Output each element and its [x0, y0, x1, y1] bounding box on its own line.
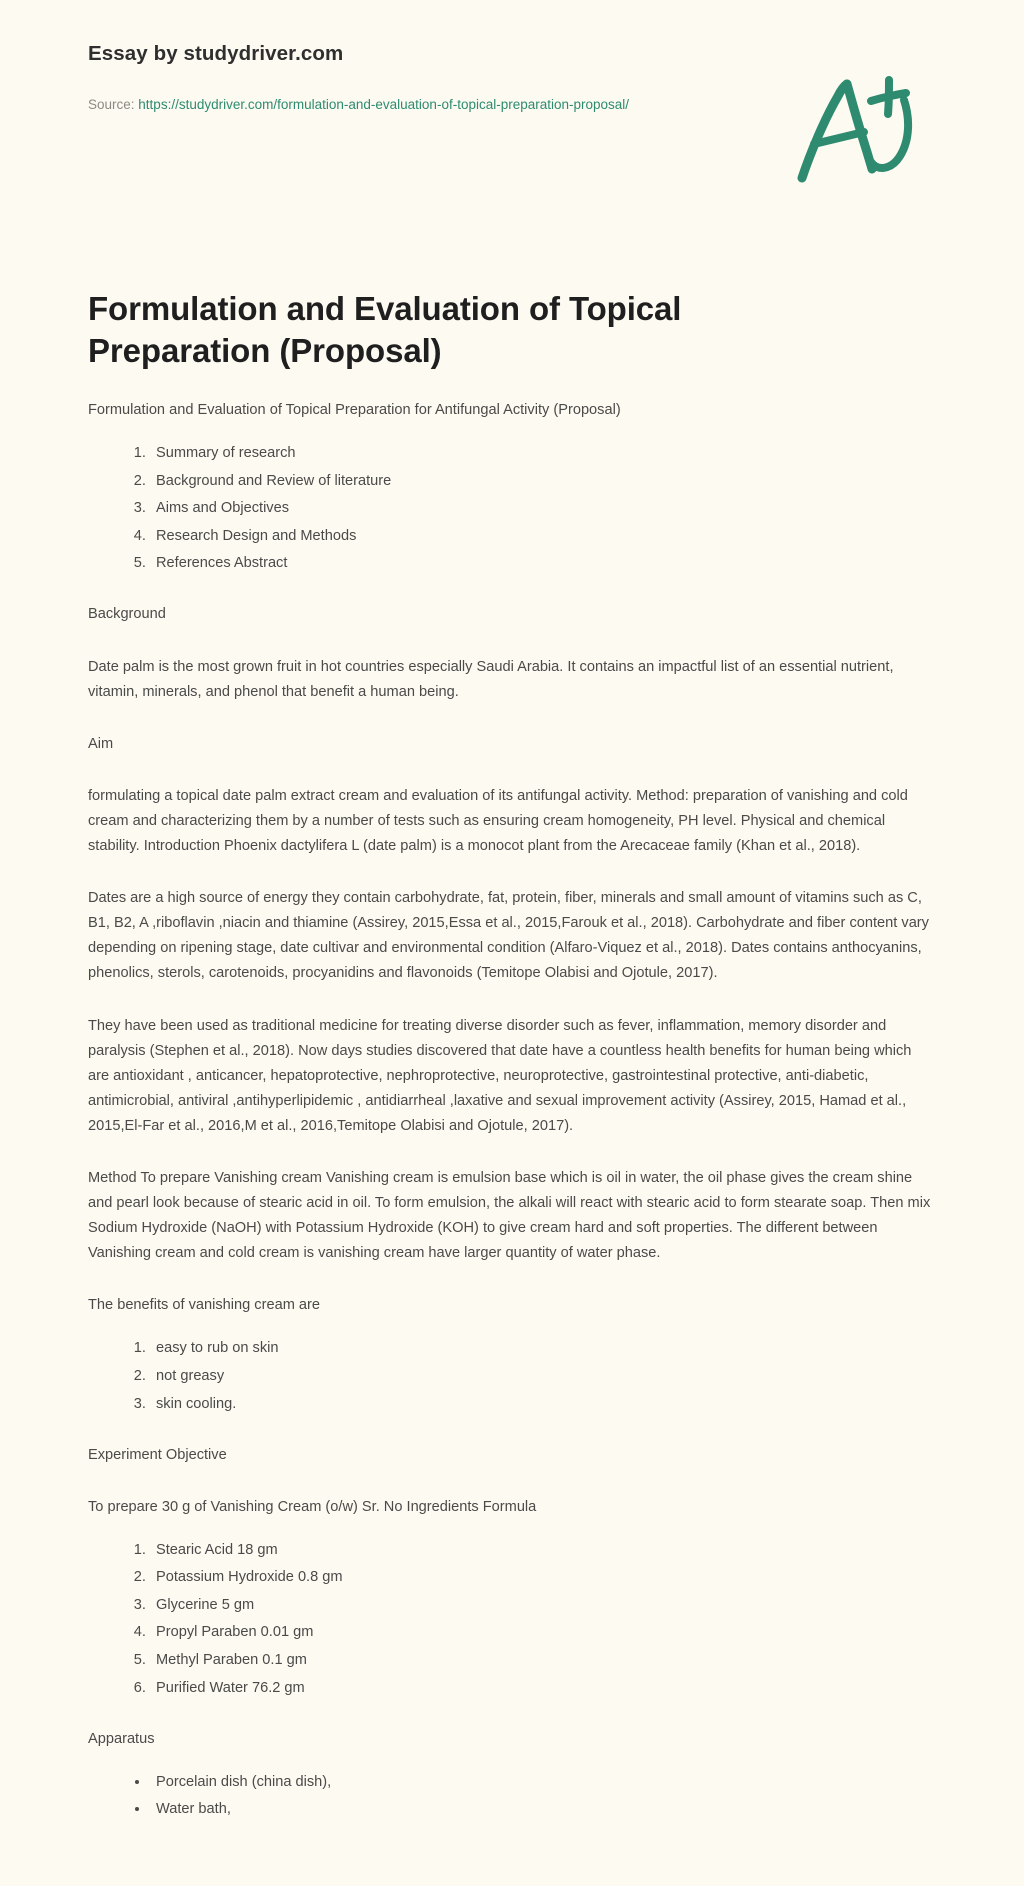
list-item: 2. Potassium Hydroxide 0.8 gm — [150, 1566, 936, 1589]
list-item: 5. References Abstract — [150, 552, 936, 575]
studydriver-logo — [784, 70, 934, 190]
experiment-objective-paragraph: To prepare 30 g of Vanishing Cream (o/w) Sr. No Ingredients Formula — [88, 1498, 537, 1515]
list-item: 5. Methyl Paraben 0.1 gm — [150, 1649, 936, 1672]
list-item: 2. Background and Review of literature — [150, 470, 936, 493]
list-item: 1. Stearic Acid 18 gm — [150, 1539, 936, 1562]
document-body — [0, 398, 1024, 1886]
list-item: 6. Purified Water 76.2 gm — [150, 1677, 936, 1700]
apparatus-list — [88, 1771, 936, 1822]
list-item: 3. Aims and Objectives — [150, 497, 936, 520]
apparatus-heading: Apparatus — [88, 1730, 155, 1747]
list-item: 4. Propyl Paraben 0.01 gm — [150, 1621, 936, 1644]
source-line — [88, 93, 629, 118]
list-item: 1. Summary of research — [150, 442, 936, 465]
outline-list — [88, 442, 936, 575]
a-plus-icon — [784, 70, 934, 190]
background-paragraph: Date palm is the most grown fruit in hot countries especially Saudi Arabia. It contains an impactful list of an essential nutrient, vitamin, minerals, and phenol that benefit a human being. — [88, 658, 894, 700]
traditional-medicine-paragraph: They have been used as traditional medicine for treating diverse disorder such as fever, inflammation, memory disorder and paralysis (Stephen et al., 2018). Now days studies discovered that date have a countless health benefits for human being which are antioxidant , anticancer, hepatoprotective, nephroprotective, neuroprotective, gastrointestinal protective, anti-diabetic, antimicrobial, antiviral ,antihyperlipidemic , antidiarrheal ,laxative and sexual improvement activity (Assirey, 2015, Hamad et al., 2015,El-Far et al., 2016,M et al., 2016,Temitope Olabisi and Ojotule, 2017). — [88, 1017, 912, 1134]
method-paragraph: Method To prepare Vanishing cream Vanishing cream is emulsion base which is oil in water, the oil phase gives the cream shine and pearl look because of stearic acid in oil. To form emulsion, the alkali will react with stearic acid to form stearate soap. Then mix Sodium Hydroxide (NaOH) with Potassium Hydroxide (KOH) to give cream hard and soft properties. The different between Vanishing cream and cold cream is vanishing cream have larger quantity of water phase. — [88, 1169, 931, 1262]
source-url-link[interactable]: https://studydriver.com/formulation-and-evaluation-of-topical-preparation-proposal/ — [138, 96, 630, 112]
benefits-list — [88, 1337, 936, 1415]
page-title: Formulation and Evaluation of Topical Preparation (Proposal) — [88, 290, 682, 369]
list-item: 1. easy to rub on skin — [150, 1337, 936, 1360]
list-item: 3. Glycerine 5 gm — [150, 1594, 936, 1617]
benefits-intro-paragraph: The benefits of vanishing cream are — [88, 1297, 321, 1314]
header-left — [88, 42, 629, 118]
list-item: 4. Research Design and Methods — [150, 525, 936, 548]
list-item: 3. skin cooling. — [150, 1393, 936, 1416]
experiment-objective-heading: Experiment Objective — [88, 1446, 227, 1463]
ingredients-list — [88, 1539, 936, 1700]
source-label: Source: — [88, 96, 135, 112]
essay-byline: Essay by studydriver.com — [88, 42, 344, 65]
subtitle-paragraph: Formulation and Evaluation of Topical Preparation for Antifungal Activity (Proposal) — [88, 402, 621, 419]
aim-paragraph: formulating a topical date palm extract cream and evaluation of its antifungal activity. Method: preparation of vanishing and cold cream and characterizing them by a number of tests such as ensuring cream homogeneity, PH level. Physical and chemical stability. Introduction Phoenix dactylifera L (date palm) is a monocot plant from the Arecaceae family (Khan et al., 2018). — [88, 787, 908, 855]
aim-heading: Aim — [88, 735, 114, 752]
list-item: • Water bath, — [150, 1798, 936, 1821]
dates-energy-paragraph: Dates are a high source of energy they contain carbohydrate, fat, protein, fiber, minerals and small amount of vitamins such as C, B1, B2, A ,riboflavin ,niacin and thiamine (Assirey, 2015,Essa et al., 2015,Farouk et al., 2018). Carbohydrate and fiber content vary depending on ripening stage, date cultivar and environmental condition (Alfaro-Viquez et al., 2018). Dates contains anthocyanins, phenolics, sterols, carotenoids, procyanidins and flavonoids (Temitope Olabisi and Ojotule, 2017). — [88, 890, 929, 982]
background-heading: Background — [88, 606, 166, 623]
list-item: • Porcelain dish (china dish), — [150, 1771, 936, 1794]
document-header — [0, 0, 1024, 190]
list-item: 2. not greasy — [150, 1365, 936, 1388]
